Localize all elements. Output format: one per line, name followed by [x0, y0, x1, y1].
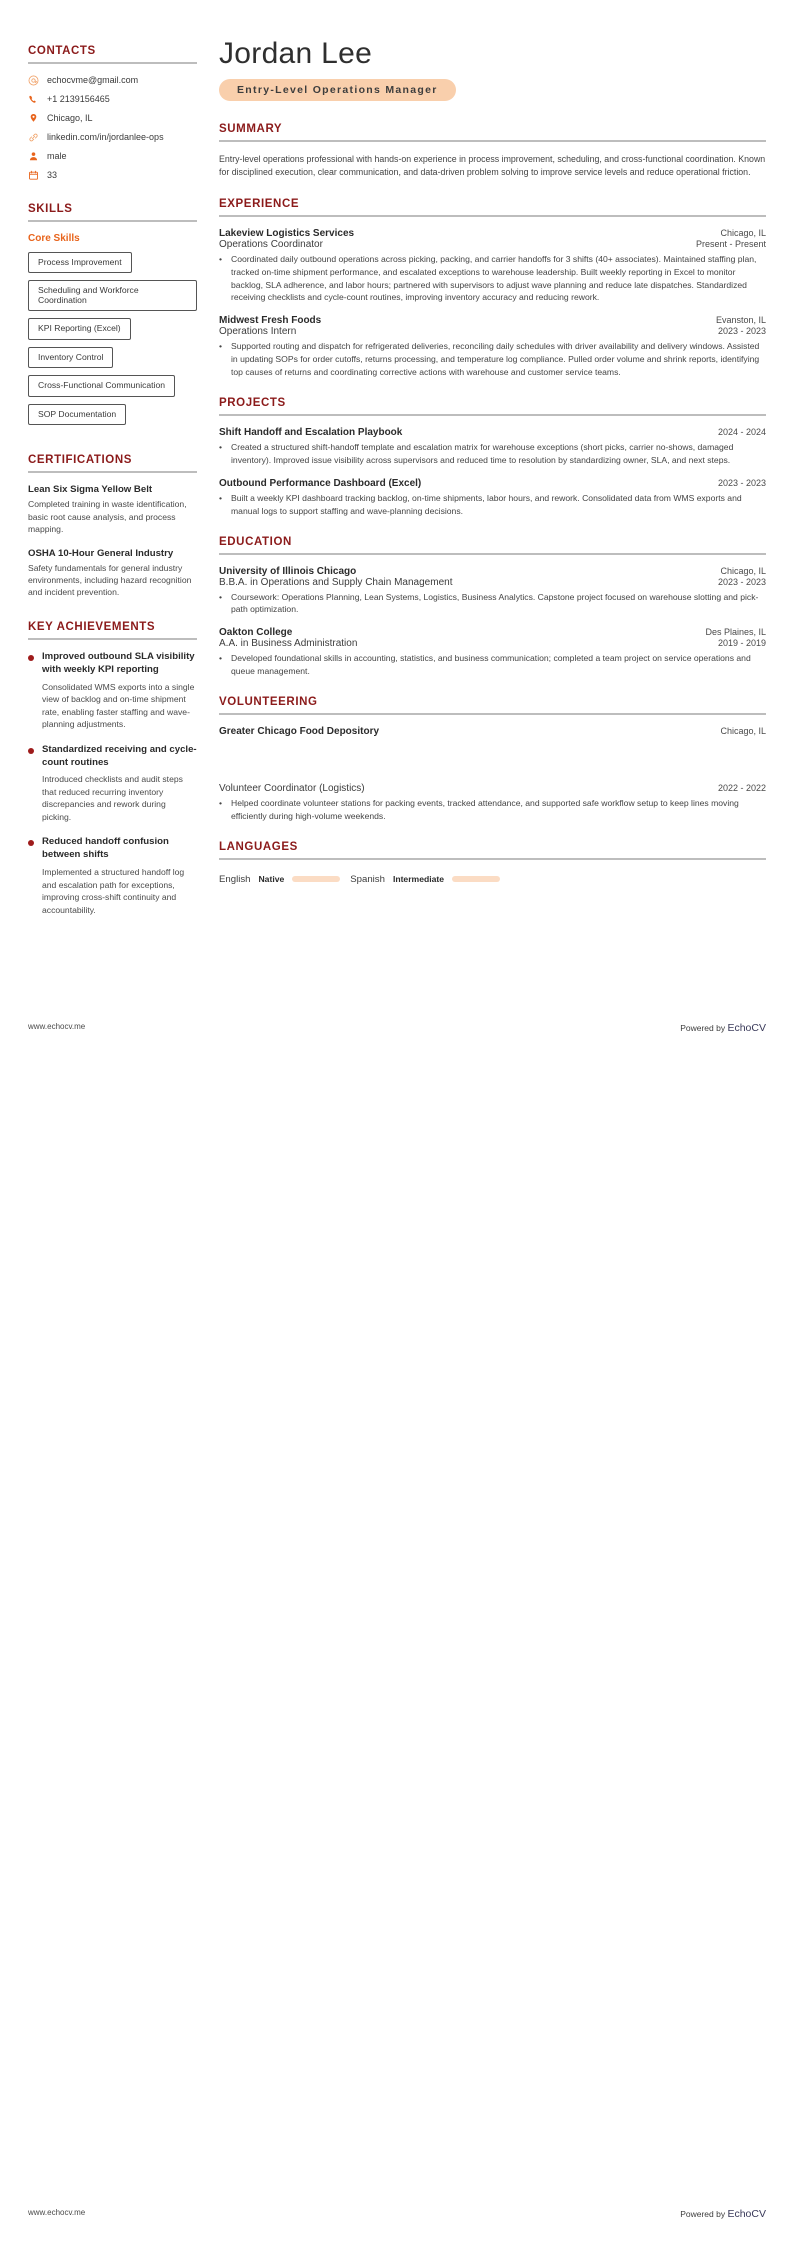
project-date: 2024 - 2024	[717, 426, 766, 437]
skill-tag[interactable]: SOP Documentation	[28, 404, 126, 425]
section-divider	[28, 638, 197, 640]
bullet-dot-icon: •	[219, 798, 223, 809]
bullet-item	[219, 797, 766, 823]
languages-section	[219, 841, 766, 885]
contact-gender	[28, 151, 197, 162]
section-divider	[219, 713, 766, 715]
education-bullets	[219, 652, 766, 678]
project-date: 2023 - 2023	[717, 477, 766, 488]
bullet-dot-icon: •	[219, 591, 223, 602]
education-item	[219, 627, 766, 678]
education-item	[219, 566, 766, 617]
left-sidebar	[0, 0, 215, 938]
section-divider	[28, 220, 197, 222]
certification-item	[28, 484, 197, 535]
certifications-heading: CERTIFICATIONS	[28, 454, 133, 467]
achievement-title: Improved outbound SLA visibility with weekly KPI reporting	[42, 650, 195, 675]
certification-description: Safety fundamentals for general industry environments, including hazard recognition and incident prevention.	[28, 562, 192, 598]
footer-powered-by-label: Powered by	[680, 2209, 728, 2219]
page-title: Jordan Lee	[219, 37, 373, 70]
project-title-line	[219, 478, 766, 489]
experience-heading: EXPERIENCE	[219, 197, 300, 210]
email-icon	[28, 75, 39, 86]
key-achievements-section	[28, 621, 197, 916]
experience-section	[219, 198, 766, 379]
projects-section	[219, 397, 766, 518]
bullet-text: Developed foundational skills in accounting, statistics, and business communication; completed a team project on service operations and queue management.	[231, 653, 751, 677]
bullet-item	[219, 652, 766, 678]
experience-role-line	[219, 239, 766, 250]
achievement-description: Consolidated WMS exports into a single view of backlog and on-time shipment rate, enabling faster staffing and wave-planning adjustments.	[42, 681, 195, 730]
experience-item	[219, 228, 766, 305]
education-degree-line	[219, 577, 766, 588]
education-org: Oakton College	[219, 627, 293, 639]
education-section	[219, 536, 766, 679]
bullet-text: Coordinated daily outbound operations across picking, packing, and carrier handoffs for 3 shifts (40+ associates). Maintained staffing plan, tracked on-time shipment performance, and escalated exceptions to warehouse leadership. Built weekly reporting in Excel to monitor backlog, SLA adherence, and labor hours; partnered with supervisors to adjust wave planning and reduce late dispatches. Standardized receiving checklists and cycle-count routines, improving inventory accuracy and reducing rework.	[231, 253, 757, 303]
summary-text: Entry-level operations professional with hands-on experience in process improvement, scheduling, and cross-functional coordination. Known for disciplined execution, clear communication, and data-driven problem solving to improve service levels and reduce operational friction.	[219, 153, 766, 178]
project-title: Shift Handoff and Escalation Playbook	[219, 426, 403, 438]
certification-item	[28, 548, 197, 599]
certification-name: Lean Six Sigma Yellow Belt	[28, 484, 153, 496]
language-item	[350, 874, 500, 885]
contact-age-value: 33	[47, 170, 58, 181]
experience-role-line	[219, 326, 766, 337]
skill-tag-list	[28, 252, 197, 432]
main-content	[215, 0, 794, 903]
bullet-dot-icon: •	[219, 492, 223, 503]
bullet-dot-icon	[28, 748, 34, 754]
language-level: Native	[258, 874, 285, 885]
contact-email-value: echocvme@gmail.com	[47, 75, 139, 86]
volunteering-date: 2022 - 2022	[717, 783, 766, 794]
language-proficiency-bar	[452, 876, 500, 882]
experience-item	[219, 315, 766, 379]
language-name: Spanish	[350, 873, 385, 885]
project-item	[219, 478, 766, 518]
volunteering-org: Greater Chicago Food Depository	[219, 726, 380, 738]
achievement-description: Introduced checklists and audit steps that reduced recurring inventory discrepancies and rework during picking.	[42, 774, 183, 822]
section-divider	[219, 215, 766, 217]
experience-org: Lakeview Logistics Services	[219, 227, 355, 239]
bullet-dot-icon: •	[219, 253, 223, 264]
experience-bullets	[219, 340, 766, 379]
section-divider	[219, 140, 766, 142]
achievement-title: Reduced handoff confusion between shifts	[42, 836, 169, 861]
volunteering-role: Volunteer Coordinator (Logistics)	[219, 783, 365, 795]
bullet-dot-icon	[28, 840, 34, 846]
certification-name: OSHA 10-Hour General Industry	[28, 547, 174, 559]
education-heading: EDUCATION	[219, 535, 292, 548]
bullet-item	[219, 492, 766, 518]
contact-location-value: Chicago, IL	[47, 113, 93, 124]
education-date: 2023 - 2023	[717, 576, 766, 587]
footer-website[interactable]: www.echocv.me	[28, 2208, 86, 2217]
experience-bullets	[219, 253, 766, 305]
project-bullets	[219, 441, 766, 467]
experience-location: Chicago, IL	[720, 227, 766, 238]
education-date: 2019 - 2019	[717, 638, 766, 649]
bullet-item	[219, 441, 766, 467]
footer-brand-name: EchoCV	[727, 1022, 766, 1034]
volunteering-location: Chicago, IL	[720, 726, 766, 737]
bullet-text: Built a weekly KPI dashboard tracking backlog, on-time shipments, labor hours, and rework. Consolidated data from WMS exports and manual logs to support staffing and wave-planning decisions.	[231, 492, 742, 516]
language-item	[219, 874, 340, 885]
achievement-item	[28, 744, 197, 824]
language-proficiency-bar	[292, 876, 340, 882]
languages-list	[219, 874, 766, 885]
experience-date: Present - Present	[695, 238, 766, 249]
skills-group-title: Core Skills	[28, 233, 80, 244]
skills-heading: SKILLS	[28, 203, 73, 215]
achievement-description: Implemented a structured handoff log and escalation path for exceptions, improving cross-shift continuity and accountability.	[42, 867, 185, 915]
bullet-item	[219, 591, 766, 617]
contacts-section	[28, 45, 197, 181]
languages-heading: LANGUAGES	[219, 840, 298, 853]
footer-website[interactable]: www.echocv.me	[28, 1022, 86, 1031]
key-achievements-heading: KEY ACHIEVEMENTS	[28, 620, 156, 633]
section-divider	[28, 62, 197, 64]
link-icon	[28, 132, 39, 143]
project-title: Outbound Performance Dashboard (Excel)	[219, 477, 422, 489]
experience-org: Midwest Fresh Foods	[219, 315, 322, 327]
bullet-dot-icon: •	[219, 653, 223, 664]
volunteering-item	[219, 726, 766, 823]
education-org-line	[219, 627, 766, 638]
contact-linkedin[interactable]	[28, 132, 197, 143]
skills-section	[28, 203, 197, 432]
achievement-item	[28, 651, 197, 731]
calendar-icon	[28, 170, 39, 181]
section-divider	[219, 414, 766, 416]
skill-tag[interactable]: Process Improvement	[28, 252, 132, 273]
certifications-section	[28, 454, 197, 599]
volunteering-org-line	[219, 726, 766, 737]
footer-powered-by-label: Powered by	[680, 1023, 728, 1033]
skill-tag[interactable]: Scheduling and Workforce Coordination	[28, 280, 197, 311]
volunteering-role-line	[219, 783, 766, 794]
page-break-spacer	[219, 737, 766, 783]
volunteering-bullets	[219, 797, 766, 823]
achievement-item	[28, 836, 197, 916]
contact-email[interactable]	[28, 75, 197, 86]
project-bullets	[219, 492, 766, 518]
education-location: Chicago, IL	[720, 565, 766, 576]
bullet-text: Coursework: Operations Planning, Lean Systems, Logistics, Business Analytics. Capstone project focused on warehouse slotting and pick-path optimization.	[231, 591, 759, 615]
section-divider	[219, 553, 766, 555]
contacts-heading: CONTACTS	[28, 45, 96, 57]
language-level: Intermediate	[392, 874, 445, 885]
phone-icon	[28, 94, 39, 105]
project-title-line	[219, 427, 766, 438]
section-divider	[28, 471, 197, 473]
contact-phone[interactable]	[28, 94, 197, 105]
bullet-text: Helped coordinate volunteer stations for packing events, tracked attendance, and supported safe workflow setup to keep lines moving efficiently during high-volume weekends.	[231, 798, 739, 821]
bullet-item	[219, 340, 766, 379]
contact-age	[28, 170, 197, 181]
bullet-item	[219, 253, 766, 305]
section-divider	[219, 858, 766, 860]
contact-linkedin-value: linkedin.com/in/jordanlee-ops	[47, 132, 164, 143]
education-location: Des Plaines, IL	[705, 627, 766, 638]
education-degree: B.B.A. in Operations and Supply Chain Management	[219, 576, 453, 588]
education-degree-line	[219, 638, 766, 649]
bullet-dot-icon: •	[219, 441, 223, 452]
contact-phone-value: +1 2139156465	[47, 94, 110, 105]
language-name: English	[219, 873, 251, 885]
skill-tag[interactable]: KPI Reporting (Excel)	[28, 318, 131, 339]
volunteering-section	[219, 696, 766, 823]
location-pin-icon	[28, 113, 39, 124]
page-footer	[0, 2208, 794, 2220]
resume-columns	[0, 0, 794, 938]
experience-role: Operations Intern	[219, 326, 297, 338]
skill-tag[interactable]: Inventory Control	[28, 347, 113, 368]
certification-description: Completed training in waste identification, basic root cause analysis, and process mapping.	[28, 499, 187, 535]
experience-org-line	[219, 228, 766, 239]
footer-brand	[680, 1022, 766, 1034]
experience-location: Evanston, IL	[715, 315, 766, 326]
person-icon	[28, 151, 39, 162]
summary-heading: SUMMARY	[219, 122, 283, 135]
experience-date: 2023 - 2023	[717, 326, 766, 337]
education-degree: A.A. in Business Administration	[219, 638, 358, 650]
education-org-line	[219, 566, 766, 577]
projects-heading: PROJECTS	[219, 396, 286, 409]
footer-brand	[680, 2208, 766, 2220]
job-title-badge: Entry-Level Operations Manager	[219, 79, 456, 101]
page-footer	[0, 1022, 794, 1034]
education-bullets	[219, 591, 766, 617]
experience-role: Operations Coordinator	[219, 238, 323, 250]
skill-tag[interactable]: Cross-Functional Communication	[28, 375, 175, 396]
contact-location	[28, 113, 197, 124]
footer-brand-name: EchoCV	[727, 2208, 766, 2220]
bullet-dot-icon: •	[219, 341, 223, 352]
experience-org-line	[219, 315, 766, 326]
achievement-title: Standardized receiving and cycle-count routines	[42, 743, 197, 768]
summary-section	[219, 123, 766, 180]
contact-gender-value: male	[47, 151, 67, 162]
education-org: University of Illinois Chicago	[219, 565, 357, 577]
volunteering-heading: VOLUNTEERING	[219, 696, 318, 709]
bullet-dot-icon	[28, 655, 34, 661]
project-item	[219, 427, 766, 467]
bullet-text: Supported routing and dispatch for refrigerated deliveries, reconciling daily schedules with driver availability and delivery windows. Assisted in updating SOPs for order cutoffs, returns processing, and temperature log compliance. Pulled order volume and shrink reports, identifying top causes of returns and coordinating corrective actions with warehouse and customer service teams.	[231, 341, 760, 378]
bullet-text: Created a structured shift-handoff template and escalation matrix for warehouse exceptions (short picks, carrier no-shows, damaged inventory). Improved issue visibility across supervisors and reduced time to resolution by standardizing owner, SLA, and next steps.	[231, 441, 734, 465]
